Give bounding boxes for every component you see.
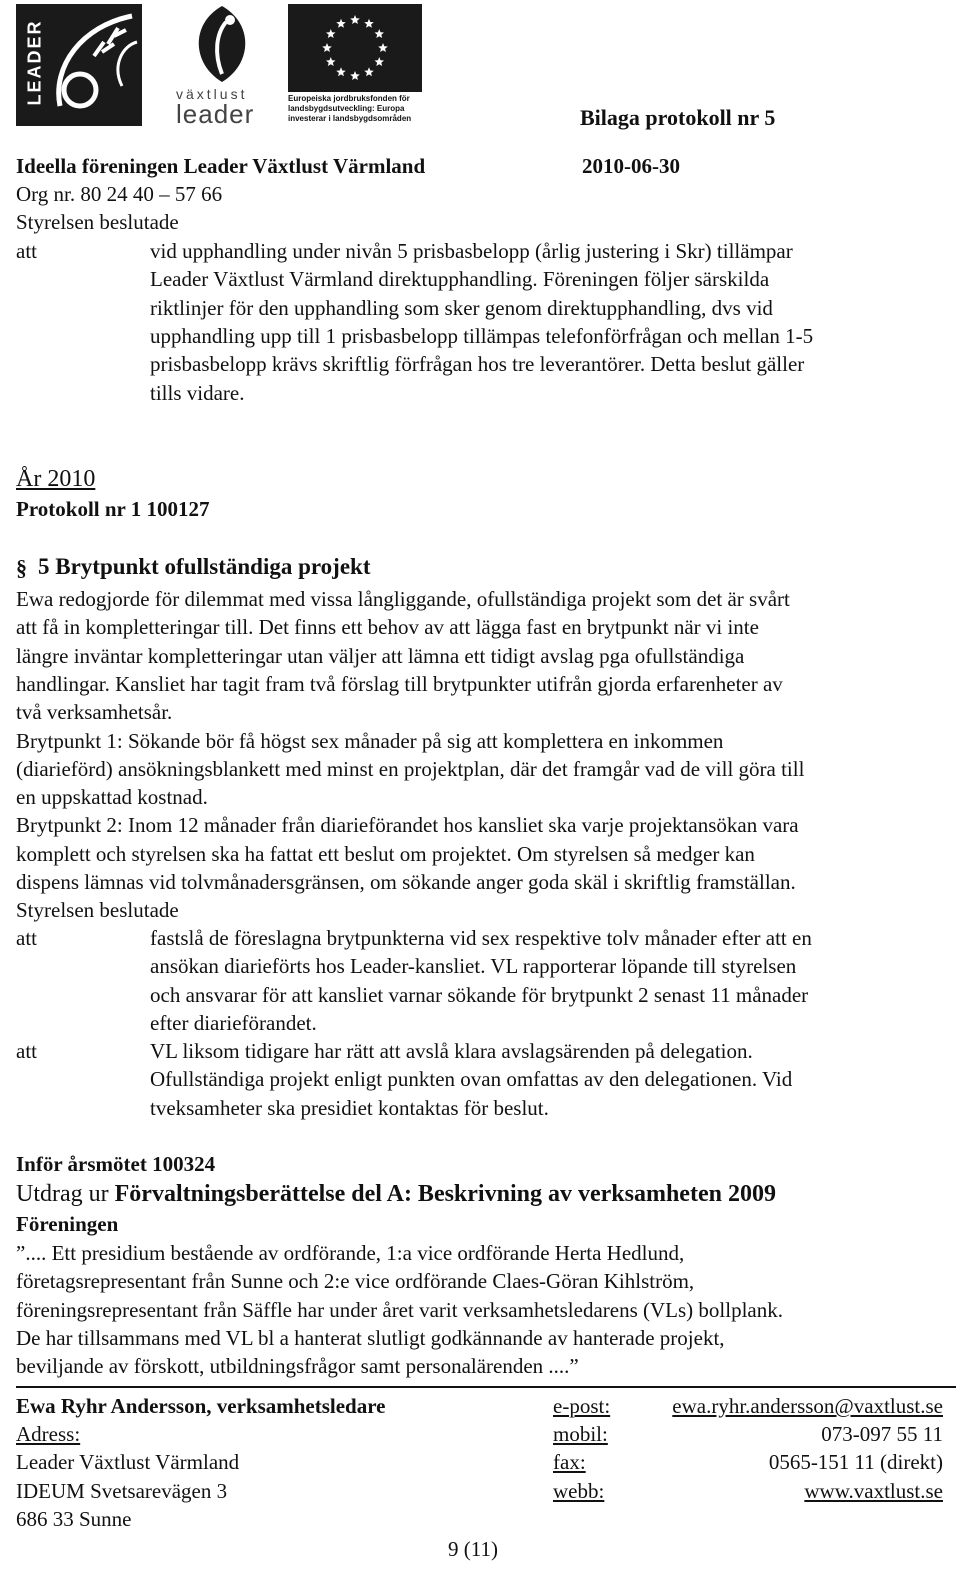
eu-caption-2: landsbygdsutveckling: Europa	[288, 104, 405, 113]
document-date: 2010-06-30	[582, 154, 680, 178]
eu-star	[375, 57, 385, 66]
eu-star	[350, 71, 360, 80]
section2-line: handlingar. Kansliet har tagit fram två förslag till brytpunkter utifrån gjorda erfarenheter av	[16, 671, 783, 696]
eu-star	[326, 29, 336, 38]
leader-logo	[16, 4, 142, 126]
section3-heading: Inför årsmötet 100324	[16, 1152, 216, 1176]
vaxtlust-text: växtlust	[176, 86, 248, 102]
section1-line: tills vidare.	[150, 380, 245, 405]
footer-addr3: 686 33 Sunne	[16, 1507, 132, 1531]
att1-line: och ansvarar för att kansliet varnar sökande för brytpunkt 2 senast 11 månader	[150, 982, 809, 1007]
eu-star	[364, 19, 374, 28]
section3-line: De har tillsammans med VL bl a hanterat slutligt godkännande av hanterade projekt,	[16, 1325, 725, 1350]
eu-logo	[288, 4, 422, 128]
footer-name: Ewa Ryhr Andersson, verksamhetsledare	[16, 1394, 386, 1418]
footer-epost-link[interactable]: ewa.ryhr.andersson@vaxtlust.se	[672, 1394, 943, 1418]
eu-star	[375, 29, 385, 38]
footer-mobil-label: mobil:	[553, 1422, 608, 1446]
section3-subheading: Föreningen	[16, 1212, 119, 1236]
eu-star	[326, 57, 336, 66]
year-heading: År 2010	[16, 466, 96, 492]
eu-star	[336, 19, 346, 28]
page-number: 9 (11)	[448, 1537, 498, 1561]
footer-epost-label: e-post:	[553, 1394, 611, 1418]
att2-line: VL liksom tidigare har rätt att avslå klara avslagsärenden på delegation.	[150, 1039, 753, 1063]
footer-divider	[16, 1386, 956, 1388]
section3-title-plain: Utdrag ur	[16, 1181, 115, 1207]
section1-line: vid upphandling under nivån 5 prisbasbelopp (årlig justering i Skr) tillämpar	[150, 239, 793, 263]
eu-caption-3: investerar i landsbygdsområden	[288, 114, 412, 123]
vaxtlust-leader-logo	[168, 4, 278, 128]
section2-line: två verksamhetsår.	[16, 700, 173, 725]
section3-line: ”.... Ett presidium bestående av ordförande, 1:a vice ordförande Herta Hedlund,	[16, 1241, 685, 1265]
section1-line: prisbasbelopp krävs skriftlig förfrågan hos tre leverantörer. Detta beslut gäller	[150, 352, 805, 377]
leader-emblem-icon	[42, 6, 142, 124]
eu-flag	[288, 4, 422, 92]
section1-line: Leader Växtlust Värmland direktupphandling. Föreningen följer särskilda	[150, 267, 770, 292]
section1-line: riktlinjer för den upphandling som sker genom direktupphandling, dvs vid	[150, 295, 773, 320]
section2-line: längre inväntar kompletteringar utan väljer att lämna ett tidigt avslag pga ofullständiga	[16, 643, 745, 668]
footer-mobil: 073-097 55 11	[821, 1422, 943, 1446]
section1-att: att	[16, 239, 37, 263]
footer-adress-label: Adress:	[16, 1422, 81, 1446]
footer-addr2: IDEUM Svetsarevägen 3	[16, 1479, 228, 1503]
eu-star	[364, 67, 374, 76]
section2-line: komplett och styrelsen ska ha fattat ett beslut om projektet. Om styrelsen så medger kan	[16, 841, 755, 866]
eu-caption-1: Europeiska jordbruksfonden för	[288, 94, 410, 103]
section2-line: Styrelsen beslutade	[16, 898, 179, 923]
footer-fax: 0565-151 11 (direkt)	[768, 1450, 943, 1474]
section1-line: upphandling upp till 1 prisbasbelopp tillämpas telefonförfrågan och mellan 1-5	[150, 323, 814, 348]
vaxtlust-leaf-icon	[186, 4, 258, 84]
footer-webb-label: webb:	[553, 1479, 605, 1503]
bilaga-label: Bilaga protokoll nr 5	[580, 105, 776, 130]
paragraph-sign: §	[16, 555, 27, 580]
att1-line: fastslå de föreslagna brytpunkterna vid sex respektive tolv månader efter att en	[150, 926, 812, 950]
footer-addr1: Leader Växtlust Värmland	[16, 1450, 240, 1474]
eu-star	[378, 43, 388, 52]
leader-vertical-text: LEADER	[24, 19, 45, 106]
section2-title: 5 Brytpunkt ofullständiga projekt	[38, 554, 371, 579]
section2-line: att få in kompletteringar till. Det finns ett behov av att lägga fast en brytpunkt när vi inte	[16, 615, 759, 640]
att1-label: att	[16, 926, 37, 950]
protocol-heading: Protokoll nr 1 100127	[16, 497, 210, 521]
footer-webb-link[interactable]: www.vaxtlust.se	[804, 1479, 943, 1503]
att2-line: Ofullständiga projekt enligt punkten ovan omfattas av den delegationen. Vid	[150, 1067, 793, 1092]
section2-line: Brytpunkt 2: Inom 12 månader från diarieförandet hos kansliet ska varje projektansökan vara	[16, 813, 799, 838]
section3-line: beviljande av förskott, utbildningsfrågor samt personalärenden ....”	[16, 1354, 579, 1379]
eu-star	[336, 67, 346, 76]
section2-line: Brytpunkt 1: Sökande bör få högst sex månader på sig att komplettera en inkommen	[16, 728, 724, 753]
section2-line: en uppskattad kostnad.	[16, 785, 208, 810]
att2-label: att	[16, 1039, 37, 1063]
att1-line: ansökan diarieförts hos Leader-kansliet. VL rapporterar löpande till styrelsen	[150, 954, 797, 979]
eu-star	[350, 15, 360, 24]
leader-small-text: leader	[176, 99, 255, 129]
org-number: Org nr. 80 24 40 – 57 66	[16, 182, 223, 206]
section2-line: Ewa redogjorde för dilemmat med vissa långliggande, ofullständiga projekt som det är svårt	[16, 587, 790, 611]
section1-heading: Styrelsen beslutade	[16, 210, 179, 234]
section3-line: föreningsrepresentant från Säffle har under året varit verksamhetsledarens (VLs) bollplank.	[16, 1297, 783, 1322]
section3-title	[16, 1178, 776, 1210]
section2-line: dispens lämnas vid tolvmånadersgränsen, om sökande anger goda skäl i skriftlig framställan.	[16, 870, 796, 894]
eu-star	[322, 43, 332, 52]
att2-line: tveksamheter ska presidiet kontaktas för beslut.	[150, 1095, 549, 1120]
section3-line: företagsrepresentant från Sunne och 2:e vice ordförande Claes-Göran Kihlström,	[16, 1269, 695, 1294]
section2-line: (diarieförd) ansökningsblankett med minst en projektplan, där det framgår vad de vill göra till	[16, 756, 805, 781]
section3-title-bold: Förvaltningsberättelse del A: Beskrivning av verksamheten 2009	[114, 1181, 776, 1207]
org-name: Ideella föreningen Leader Växtlust Värmland	[16, 154, 426, 178]
eu-stars-icon	[288, 4, 422, 92]
footer-fax-label: fax:	[553, 1450, 586, 1474]
att1-line: efter diarieförandet.	[150, 1010, 317, 1035]
